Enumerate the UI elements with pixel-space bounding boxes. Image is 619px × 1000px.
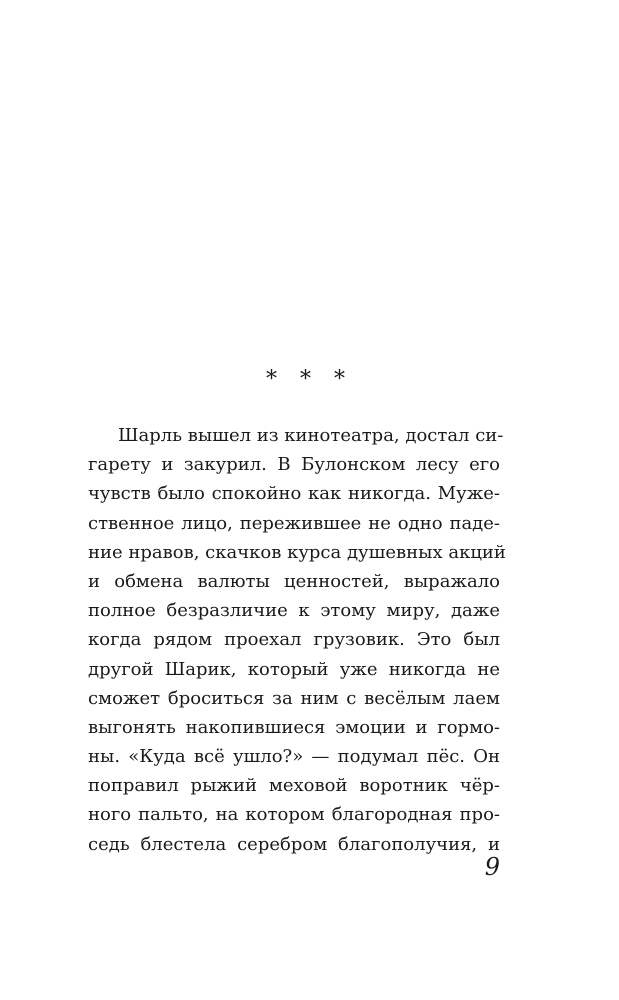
text-line: седь блестела серебром благополучия, и <box>88 833 500 855</box>
text-line: ние нравов, скачков курса душевных акций <box>88 541 506 563</box>
section-separator: * * * <box>266 367 353 392</box>
text-line: и обмена валюты ценностей, выражало <box>88 570 500 592</box>
text-line: чувств было спокойно как никогда. Муже- <box>88 483 500 505</box>
text-line: Шарль вышел из кинотеатра, достал си- <box>118 425 504 446</box>
text-line: другой Шарик, который уже никогда не <box>88 658 500 680</box>
text-line: ного пальто, на котором благородная про- <box>88 804 500 826</box>
paragraph <box>88 421 506 859</box>
text-line: ственное лицо, пережившее не одно паде- <box>88 512 500 534</box>
text-line: сможет броситься за ним с весёлым лаем <box>88 687 500 709</box>
page-number: 9 <box>484 853 500 881</box>
text-line: ны. «Куда всё ушло?» — подумал пёс. Он <box>88 746 500 768</box>
text-line: выгонять накопившиеся эмоции и гормо- <box>88 716 500 738</box>
text-line: когда рядом проехал грузовик. Это был <box>88 629 500 651</box>
text-line: поправил рыжий меховой воротник чёр- <box>88 775 500 797</box>
text-line: полное безразличие к этому миру, даже <box>88 600 500 622</box>
text-line: гарету и закурил. В Булонском лесу его <box>88 454 500 476</box>
